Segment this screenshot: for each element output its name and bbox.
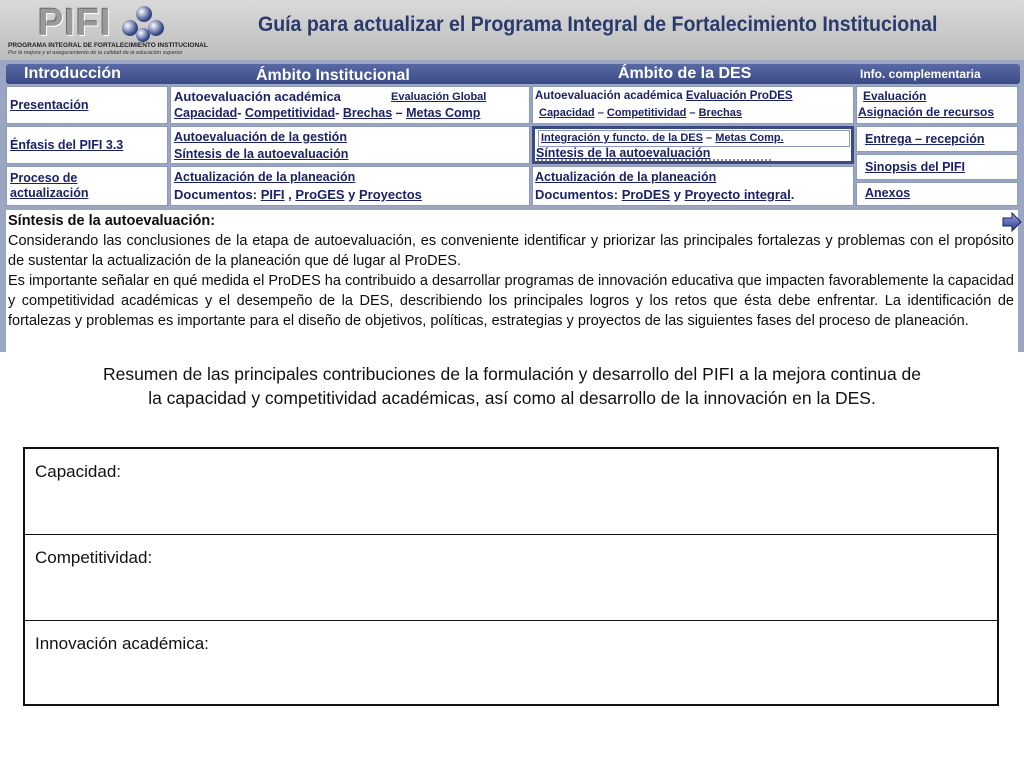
link-proceso-actualizacion[interactable]: Proceso de actualización	[10, 171, 89, 200]
link-sintesis-autoevaluacion-des[interactable]: Síntesis de la autoevaluación	[536, 146, 711, 160]
inst-documentos	[174, 187, 422, 202]
response-table	[23, 447, 999, 706]
separator: y	[348, 187, 356, 202]
intro-cell-proceso	[6, 166, 168, 206]
logo-dots-icon	[122, 6, 164, 42]
intro-cell-presentacion	[6, 86, 168, 124]
link-des-competitividad[interactable]: Competitividad	[606, 107, 687, 119]
summary-line-2: la capacidad y competitividad académicas, así como al desarrollo de la innovación en la DES.	[148, 388, 876, 408]
des-autoeval-title-text: Autoevaluación académica	[535, 90, 683, 102]
table-row-competitividad[interactable]	[25, 535, 997, 621]
separator: –	[706, 132, 713, 144]
link-evaluacion-prodes[interactable]: Evaluación ProDES	[685, 90, 793, 102]
logo-tagline: Por la mejora y el aseguramiento de la calidad de la educación superior	[8, 50, 183, 56]
separator: -	[335, 106, 340, 120]
info-cell-anexos	[856, 182, 1018, 206]
summary-line-1: Resumen de las principales contribuciones de la formulación y desarrollo del PIFI a la mejora continua de	[102, 364, 922, 384]
inst-cell-gestion	[170, 126, 530, 164]
link-prodes[interactable]: ProDES	[621, 187, 671, 202]
separator: –	[597, 107, 604, 119]
des-autoeval-links	[539, 107, 742, 119]
link-actualizacion-planeacion-des[interactable]: Actualización de la planeación	[535, 170, 717, 184]
link-metas-comp[interactable]: Metas Comp	[406, 106, 481, 120]
table-row-capacidad[interactable]	[25, 449, 997, 535]
inst-cell-planeacion	[170, 166, 530, 206]
tab-info-complementaria[interactable]: Info. complementaria	[860, 67, 981, 81]
documentos-label: Documentos:	[535, 187, 619, 202]
row-label: Innovación académica:	[35, 634, 209, 653]
page-title: Guía para actualizar el Programa Integral de Fortalecimiento Institucional	[258, 13, 938, 36]
des-cell-planeacion	[532, 166, 854, 206]
link-entrega-recepcion[interactable]: Entrega – recepción	[865, 132, 985, 146]
pifi-logo	[4, 2, 208, 58]
row-label: Competitividad:	[35, 548, 153, 567]
logo-text: PIFI	[38, 2, 112, 44]
separator: ,	[288, 187, 292, 202]
link-competitividad[interactable]: Competitividad	[244, 106, 336, 120]
link-proyecto-integral[interactable]: Proyecto integral	[684, 187, 791, 202]
next-arrow-icon[interactable]	[1002, 212, 1022, 232]
documentos-label: Documentos:	[174, 187, 258, 202]
content-heading: Síntesis de la autoevaluación:	[8, 213, 216, 229]
link-presentacion[interactable]: Presentación	[10, 98, 89, 112]
inst-autoeval-links	[174, 106, 480, 120]
separator: y	[673, 187, 681, 202]
separator: -	[237, 106, 242, 120]
separator: .	[790, 187, 795, 202]
tab-ambito-des[interactable]: Ámbito de la DES	[618, 65, 752, 82]
link-pifi[interactable]: PIFI	[260, 187, 285, 202]
paragraph-1: Considerando las conclusiones de la etapa de autoevaluación, es conveniente identificar y priorizar las principales fortalezas y problemas con el propósito de sustentar la actualización de la planeación que dé lugar al ProDES.	[8, 233, 1014, 269]
link-des-brechas[interactable]: Brechas	[698, 107, 743, 119]
link-actualizacion-planeacion-inst[interactable]: Actualización de la planeación	[174, 170, 356, 184]
des-documentos	[535, 187, 794, 202]
link-autoevaluacion-gestion[interactable]: Autoevaluación de la gestión	[174, 130, 347, 144]
link-sintesis-autoevaluacion-inst[interactable]: Síntesis de la autoevaluación	[174, 147, 349, 161]
link-des-metas-comp[interactable]: Metas Comp.	[715, 132, 784, 144]
dotted-divider	[537, 159, 771, 161]
link-integracion-des[interactable]: Integración y functo. de la DES	[541, 132, 703, 144]
link-capacidad[interactable]: Capacidad	[174, 106, 238, 120]
info-cell-entrega	[856, 126, 1018, 152]
link-sinopsis-pifi[interactable]: Sinopsis del PIFI	[865, 160, 966, 174]
link-evaluacion[interactable]: Evaluación	[863, 89, 927, 103]
content-panel	[6, 210, 1018, 352]
logo-subtitle: PROGRAMA INTEGRAL DE FORTALECIMIENTO INSTITUCIONAL	[8, 42, 208, 49]
link-des-capacidad[interactable]: Capacidad	[539, 107, 595, 119]
header-bar	[0, 0, 1024, 60]
inst-cell-autoevaluacion	[170, 86, 530, 124]
inst-autoeval-title: Autoevaluación académica	[174, 89, 341, 104]
summary-text	[30, 362, 994, 410]
link-asignacion-recursos[interactable]: Asignación de recursos	[858, 105, 995, 119]
des-autoeval-title	[535, 90, 793, 102]
des-cell-autoevaluacion	[532, 86, 854, 124]
link-evaluacion-global[interactable]: Evaluación Global	[391, 91, 487, 103]
link-proges[interactable]: ProGES	[295, 187, 345, 202]
tab-ambito-institucional[interactable]: Ámbito Institucional	[256, 67, 410, 84]
des-cell-integracion	[532, 126, 854, 164]
link-enfasis-pifi[interactable]: Énfasis del PIFI 3.3	[10, 138, 124, 152]
row-label: Capacidad:	[35, 462, 122, 481]
link-anexos[interactable]: Anexos	[865, 186, 911, 200]
info-cell-sinopsis	[856, 154, 1018, 180]
des-integracion-links	[541, 132, 784, 144]
paragraph-2: Es importante señalar en qué medida el ProDES ha contribuido a desarrollar programas de innovación educativa que impacten favorablemente la capacidad y competitividad académicas y el desempeño de la DES, describiendo los principales logros y los retos que ésta debe enfrentar. La identificación de fortalezas y problemas es importante para el diseño de objetivos, políticas, estrategias y proyectos de las siguientes fases del proceso de planeación.	[8, 273, 1014, 329]
separator: –	[395, 106, 403, 120]
link-proyectos[interactable]: Proyectos	[359, 187, 422, 202]
info-cell-evaluacion	[856, 86, 1018, 124]
table-row-innovacion[interactable]	[25, 621, 997, 704]
separator: –	[689, 107, 696, 119]
tab-introduccion[interactable]: Introducción	[24, 65, 121, 82]
intro-cell-enfasis	[6, 126, 168, 164]
link-brechas[interactable]: Brechas	[342, 106, 393, 120]
nav-tab-row	[6, 64, 1020, 84]
